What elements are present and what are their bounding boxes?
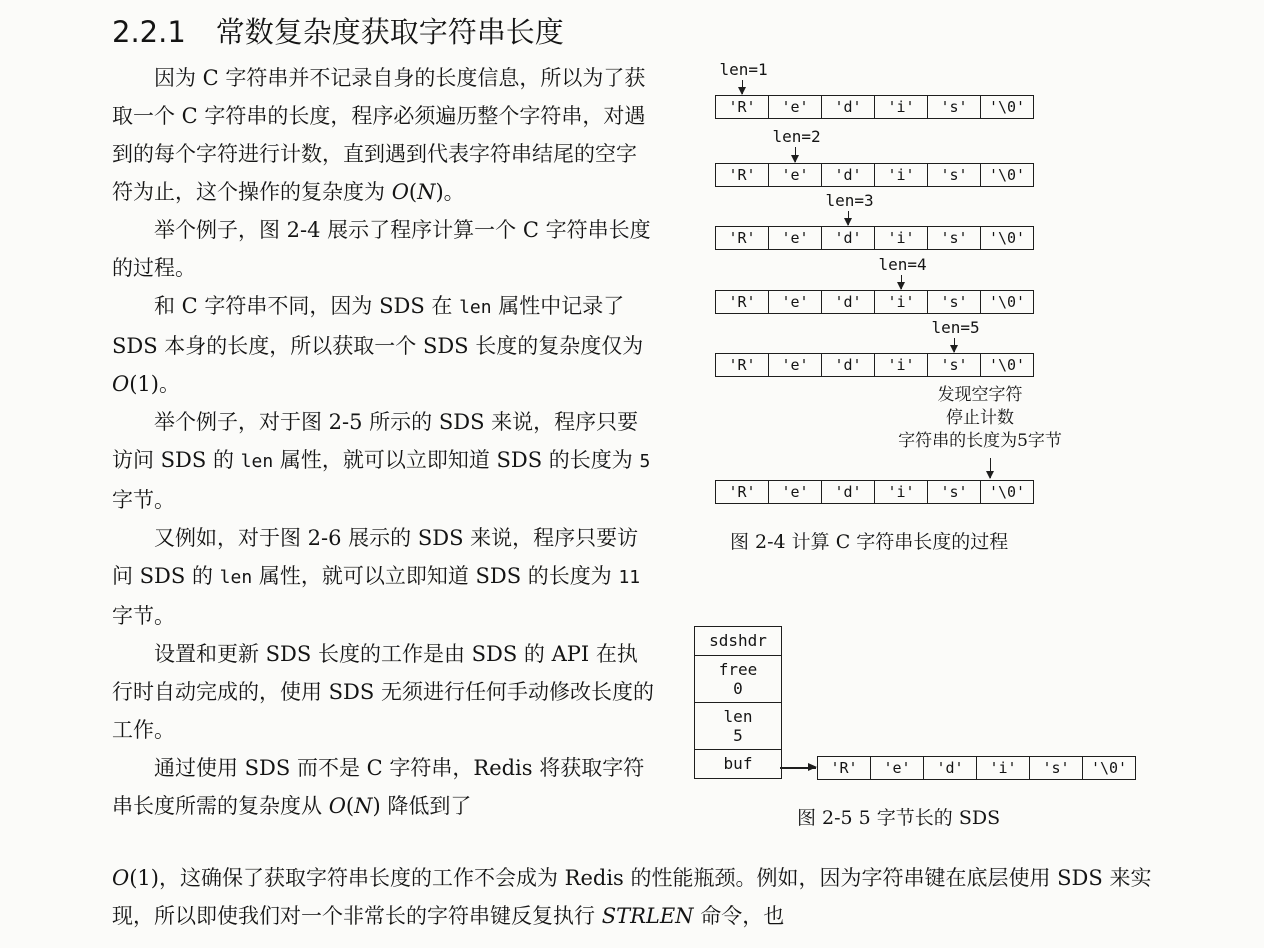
note-line: 发现空字符 — [937, 385, 1023, 405]
text-run: 举个例子，图 2-4 展示了程序计算一个 C 字符串长度的过程。 — [112, 218, 651, 280]
len-counter-label: len=2 — [772, 127, 821, 146]
char-cell: 'd' — [822, 96, 875, 118]
sdshdr-buf-field: buf — [723, 754, 753, 773]
section-number: 2.2.1 — [112, 15, 186, 49]
text-run: 设置和更新 SDS 长度的工作是由 SDS 的 API 在执行时自动完成的，使用 SDS 无须进行任何手动修改长度的工作。 — [112, 642, 654, 742]
paragraph — [112, 519, 657, 635]
char-cell: 'i' — [875, 164, 928, 186]
char-cell: 'e' — [769, 291, 822, 313]
char-cell: 'e' — [769, 354, 822, 376]
code-text: 11 — [618, 567, 641, 588]
char-cell: 'i' — [875, 96, 928, 118]
note-line: 字符串的长度为5字节 — [898, 431, 1062, 451]
char-cell: 's' — [928, 354, 981, 376]
pointer-arrow — [954, 338, 956, 352]
note-line: 停止计数 — [946, 408, 1014, 428]
figure-2-4-note — [872, 384, 1088, 453]
char-array — [715, 290, 1034, 314]
text-run: ( — [345, 794, 355, 818]
paragraph — [112, 635, 657, 749]
char-cell: 's' — [928, 481, 981, 503]
char-cell: 'R' — [716, 354, 769, 376]
char-cell: '\0' — [988, 293, 1026, 311]
paragraph — [112, 287, 657, 403]
char-array — [715, 163, 1034, 187]
math-symbol: N — [354, 794, 373, 818]
code-text: len — [219, 567, 253, 588]
text-run: 通过使用 SDS 而不是 C 字符串，Redis 将获取字符串长度所需的复杂度从 — [112, 756, 645, 818]
char-cell: 'i' — [875, 354, 928, 376]
text-run: 属性中记录了 SDS 本身的长度，所以获取一个 SDS 长度的复杂度仅为 — [112, 294, 644, 358]
paragraph — [112, 859, 1152, 935]
char-cell: 'e' — [769, 164, 822, 186]
char-cell: 'd' — [822, 227, 875, 249]
figure-2-5-caption: 图 2-5 5 字节长的 SDS — [797, 807, 1001, 829]
sdshdr-struct — [694, 626, 782, 779]
char-array — [715, 95, 1034, 119]
paragraph — [112, 403, 657, 519]
char-cell: 'd' — [924, 757, 977, 779]
code-text: 5 — [639, 451, 651, 472]
char-cell: 'R' — [716, 227, 769, 249]
char-cell: 's' — [928, 227, 981, 249]
char-cell: 's' — [1030, 757, 1083, 779]
paragraph — [112, 749, 657, 825]
char-cell: 'e' — [871, 757, 924, 779]
char-cell: 'd' — [822, 354, 875, 376]
len-counter-label: len=4 — [878, 255, 927, 274]
math-symbol: O — [391, 180, 409, 204]
char-cell: '\0' — [988, 483, 1026, 501]
len-counter-label: len=5 — [931, 318, 980, 337]
text-run: 又例如，对于图 2-6 展示的 SDS 来说，程序只要访问 SDS 的 — [112, 526, 639, 588]
char-cell: 'd' — [822, 164, 875, 186]
len-counter-label: len=3 — [825, 191, 874, 210]
text-run: 和 C 字符串不同，因为 SDS 在 — [154, 294, 460, 318]
section-title: 常数复杂度获取字符串长度 — [215, 15, 564, 49]
char-cell: '\0' — [988, 166, 1026, 184]
section-heading — [112, 10, 564, 51]
char-cell: 'R' — [716, 481, 769, 503]
sdshdr-title: sdshdr — [695, 627, 781, 656]
math-symbol: O — [112, 372, 130, 396]
math-symbol: N — [417, 180, 436, 204]
char-cell: 'e' — [769, 227, 822, 249]
text-run: (1)，这确保了获取字符串长度的工作不会成为 Redis 的性能瓶颈。例如，因为字符串键在底层使用 SDS 来实现，所以即使我们对一个非常长的字符串键反复执行 — [112, 866, 1152, 928]
final-pointer-arrow — [990, 458, 992, 478]
len-counter-label: len=1 — [719, 60, 768, 79]
char-cell: '\0' — [1090, 759, 1128, 777]
char-cell: 'R' — [818, 757, 871, 779]
body-text — [112, 59, 657, 825]
text-run: )。 — [435, 180, 465, 204]
figure-2-4-caption: 图 2-4 计算 C 字符串长度的过程 — [730, 531, 1009, 553]
text-run: (1)。 — [129, 372, 180, 396]
char-cell: 'i' — [875, 291, 928, 313]
char-cell: 'd' — [822, 291, 875, 313]
text-run: 属性，就可以立即知道 SDS 的长度为 — [273, 448, 640, 472]
math-symbol: O — [328, 794, 346, 818]
text-run: 字节。 — [112, 604, 175, 628]
char-cell: 'd' — [822, 481, 875, 503]
text-run: 举个例子，对于图 2-5 所示的 SDS 来说，程序只要访问 SDS 的 — [112, 410, 639, 472]
paragraph — [112, 59, 657, 211]
char-cell: '\0' — [988, 98, 1026, 116]
text-run: 因为 C 字符串并不记录自身的长度信息，所以为了获取一个 C 字符串的长度，程序必须遍历整个字符串，对遇到的每个字符进行计数，直到遇到代表字符串结尾的空字符为止，这个操作的复杂度为 — [112, 66, 646, 204]
char-cell: 'R' — [716, 291, 769, 313]
text-run: 字节。 — [112, 488, 175, 512]
char-cell: 's' — [928, 164, 981, 186]
char-cell: 's' — [928, 96, 981, 118]
sdshdr-free-field: free 0 — [695, 656, 781, 703]
sds-buf-char-array — [817, 756, 1136, 780]
char-cell: '\0' — [988, 229, 1026, 247]
char-cell: 'i' — [977, 757, 1030, 779]
text-run: ) 降低到了 — [372, 794, 472, 818]
char-array — [715, 480, 1034, 504]
text-run: 命令，也 — [693, 904, 785, 928]
char-cell: 's' — [928, 291, 981, 313]
code-text: len — [240, 451, 274, 472]
paragraph — [112, 211, 657, 287]
char-cell: 'R' — [716, 164, 769, 186]
math-symbol: O — [112, 866, 130, 890]
pointer-arrow — [848, 211, 850, 225]
char-cell: 'R' — [716, 96, 769, 118]
buf-pointer-arrow — [780, 767, 816, 769]
pointer-arrow — [901, 275, 903, 289]
body-text-continuation — [112, 859, 1152, 935]
char-cell: 'e' — [769, 481, 822, 503]
sdshdr-len-field: len 5 — [695, 703, 781, 750]
char-array — [715, 353, 1034, 377]
math-symbol: STRLEN — [601, 904, 694, 928]
char-cell: 'i' — [875, 481, 928, 503]
pointer-arrow — [795, 147, 797, 162]
text-run: 属性，就可以立即知道 SDS 的长度为 — [252, 564, 619, 588]
pointer-arrow — [742, 80, 744, 94]
text-run: ( — [408, 180, 418, 204]
char-cell: '\0' — [988, 356, 1026, 374]
char-cell: 'e' — [769, 96, 822, 118]
code-text: len — [459, 297, 492, 318]
char-array — [715, 226, 1034, 250]
char-cell: 'i' — [875, 227, 928, 249]
